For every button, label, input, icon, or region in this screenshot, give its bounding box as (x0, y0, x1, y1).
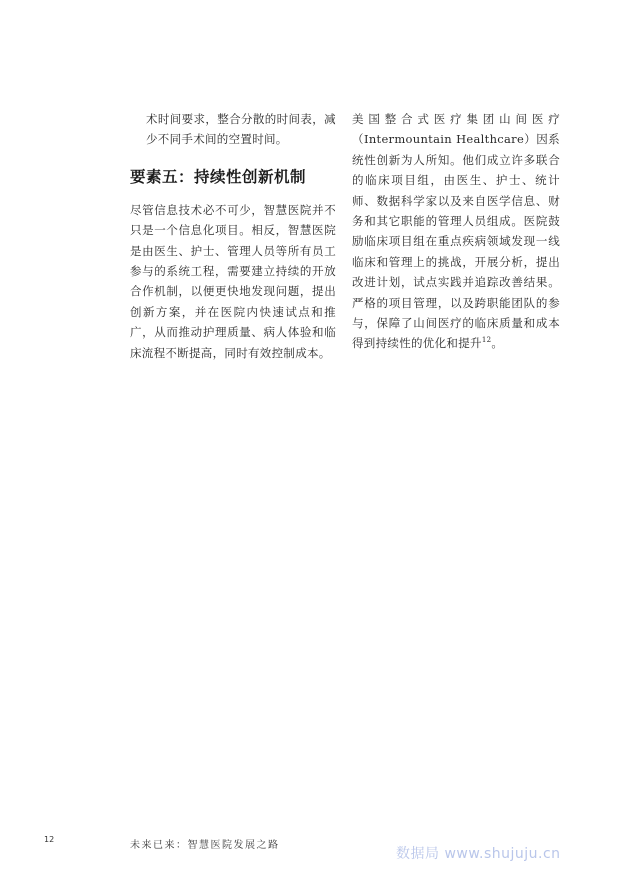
left-column (130, 109, 336, 363)
body-paragraph: 尽管信息技术必不可少，智慧医院并不只是一个信息化项目。相反，智慧医院是由医生、护士、管理人员等所有员工参与的系统工程，需要建立持续的开放合作机制，以便更快地发现问题，提出创新方案，并在医院内快速试点和推广，从而推动护理质量、病人体验和临床流程不断提高，同时有效控制成本。 (130, 202, 336, 360)
reference-superscript: 12 (481, 336, 492, 345)
page-number: 12 (44, 835, 55, 844)
intermountain-paragraph (352, 109, 560, 354)
paragraph-end: 。 (491, 336, 504, 351)
right-column (352, 109, 560, 354)
footer-title: 未来已来：智慧医院发展之路 (130, 840, 280, 851)
intermountain-text: 美国整合式医疗集团山间医疗（Intermountain Healthcare）因系统性创新为人所知。他们成立许多联合的临床项目组，由医生、护士、统计师、数据科学家以及来自医学信息、财务和其它职能的管理人员组成。医院鼓励临床项目组在重点疾病领域发现一线临床和管理上的挑战，开展分析，提出改进计划，试点实践并追踪改善结果。严格的项目管理，以及跨职能团队的参与，保障了山间医疗的临床质量和成本得到持续性的优化和提升 (352, 112, 560, 351)
continuation-paragraph: 术时间要求，整合分散的时间表，减少不同手术间的空置时间。 (146, 112, 336, 147)
section-heading: 要素五：持续性创新机制 (130, 167, 307, 186)
watermark: 数据局 www.shujuju.cn (396, 846, 561, 862)
